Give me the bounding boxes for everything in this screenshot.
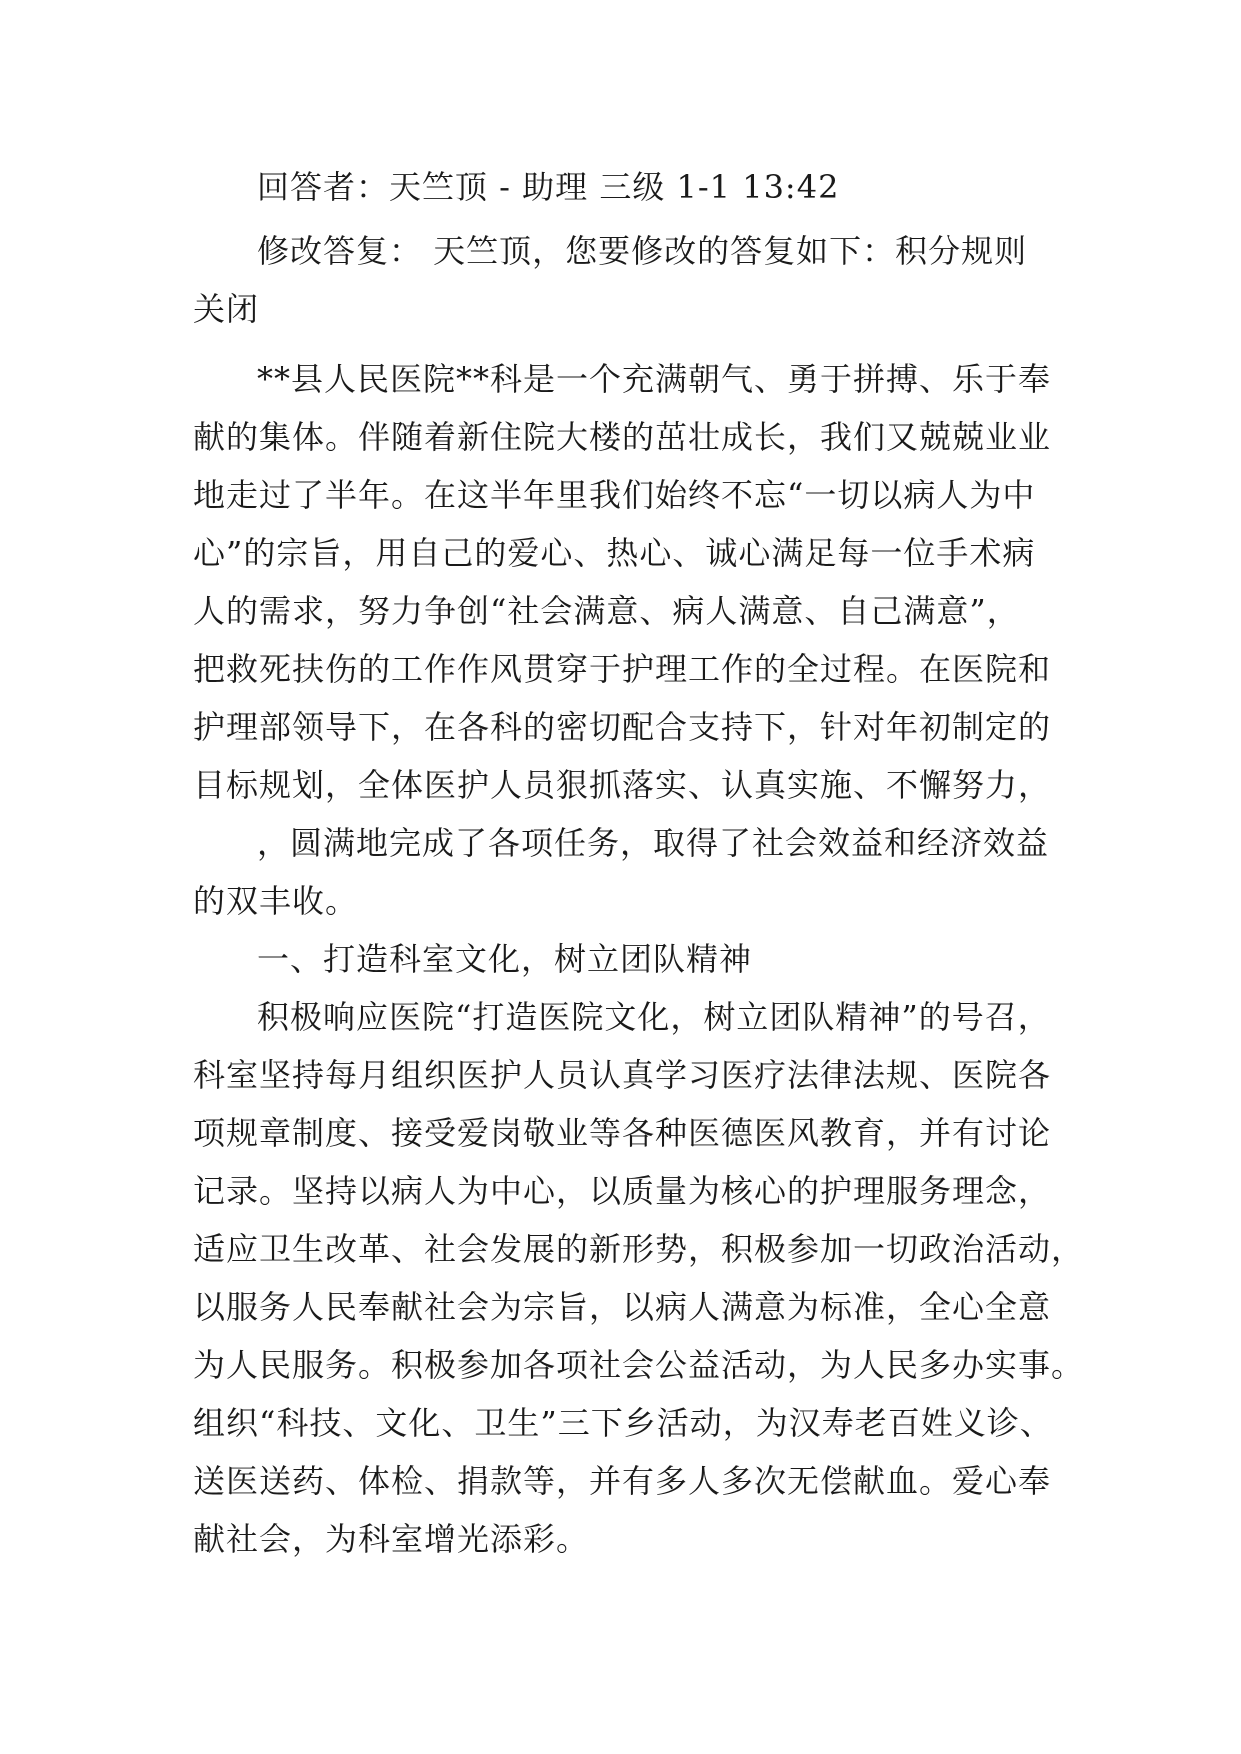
paragraph-line: 的双丰收。 xyxy=(193,882,359,920)
paragraph-results xyxy=(193,814,1053,930)
paragraph-line: 科室坚持每月组织医护人员认真学习医疗法律法规、医院各 xyxy=(193,1056,1052,1094)
paragraph-line: **县人民医院**科是一个充满朝气、勇于拼搏、乐于奉 xyxy=(257,360,1052,398)
paragraph-intro xyxy=(193,350,1053,814)
paragraph-line: 护理部领导下，在各科的密切配合支持下，针对年初制定的 xyxy=(193,708,1052,746)
paragraph-line: 为人民服务。积极参加各项社会公益活动，为人民多办实事。 xyxy=(193,1346,1085,1384)
paragraph-line: 地走过了半年。在这半年里我们始终不忘“一切以病人为中 xyxy=(193,476,1036,514)
paragraph-line: 献社会，为科室增光添彩。 xyxy=(193,1520,590,1558)
paragraph-line: 记录。坚持以病人为中心，以质量为核心的护理服务理念， xyxy=(193,1172,1052,1210)
paragraph-line: 目标规划，全体医护人员狠抓落实、认真实施、不懈努力， xyxy=(193,766,1052,804)
modify-reply-line: 修改答复： 天竺顶，您要修改的答复如下：积分规则 xyxy=(257,232,1028,270)
paragraph-line: 以服务人民奉献社会为宗旨，以病人满意为标准，全心全意 xyxy=(193,1288,1052,1326)
paragraph-line: 组织“科技、文化、卫生”三下乡活动，为汉寿老百姓义诊、 xyxy=(193,1404,1053,1442)
paragraph-line: 积极响应医院“打造医院文化，树立团队精神”的号召， xyxy=(257,998,1051,1036)
paragraph-line: 人的需求，努力争创“社会满意、病人满意、自己满意”， xyxy=(193,592,1020,630)
paragraph-line: 送医送药、体检、捐款等，并有多人多次无偿献血。爱心奉 xyxy=(193,1462,1052,1500)
document-page xyxy=(193,158,1085,1568)
paragraph-line: 心”的宗旨，用自己的爱心、热心、诚心满足每一位手术病 xyxy=(193,534,1036,572)
paragraph-line: 项规章制度、接受爱岗敬业等各种医德医风教育，并有讨论 xyxy=(193,1114,1052,1152)
answerer-line: 回答者：天竺顶 - 助理 三级 1-1 13:42 xyxy=(257,168,840,206)
paragraph-line: ，圆满地完成了各项任务，取得了社会效益和经济效益 xyxy=(257,824,1050,862)
paragraph-line: 适应卫生改革、社会发展的新形势，积极参加一切政治活动， xyxy=(193,1230,1085,1268)
section-heading: 一、打造科室文化，树立团队精神 xyxy=(257,940,753,978)
paragraph-culture xyxy=(193,988,1085,1568)
modify-reply-line-continued: 关闭 xyxy=(193,290,260,328)
paragraph-line: 献的集体。伴随着新住院大楼的茁壮成长，我们又兢兢业业 xyxy=(193,418,1052,456)
paragraph-line: 把救死扶伤的工作作风贯穿于护理工作的全过程。在医院和 xyxy=(193,650,1052,688)
